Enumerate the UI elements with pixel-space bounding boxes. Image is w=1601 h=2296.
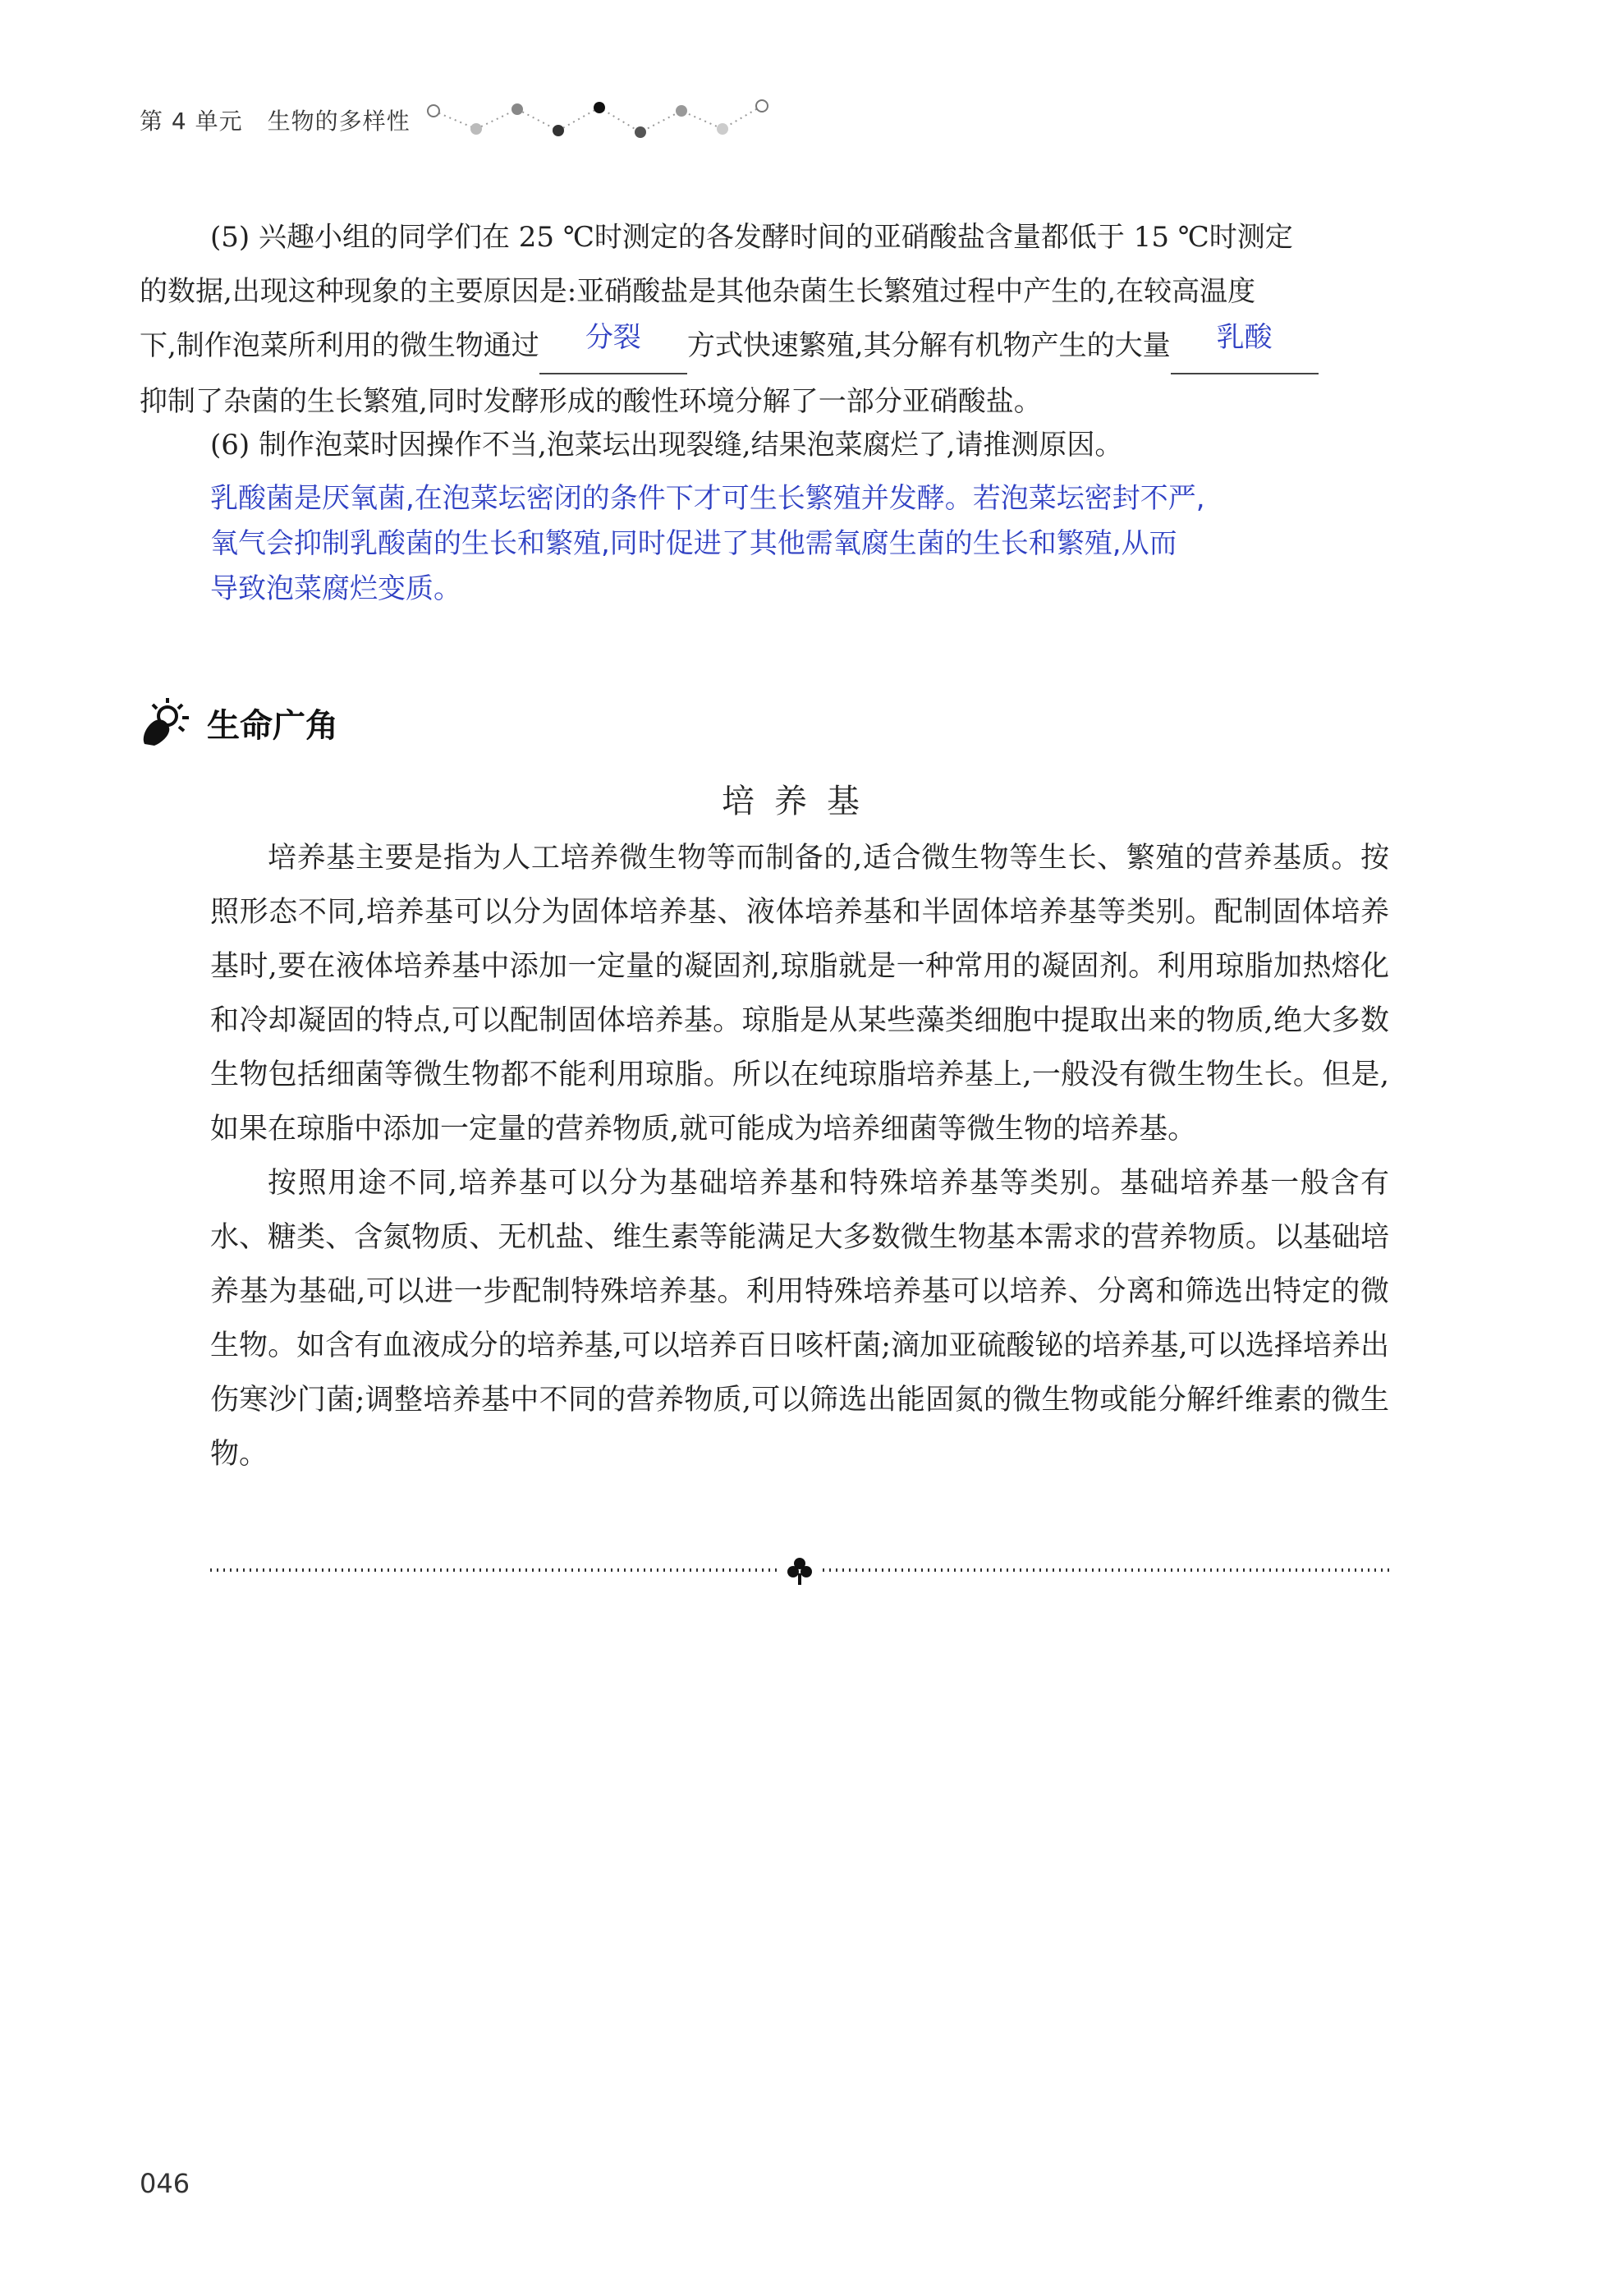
question-6-prompt: (6) 制作泡菜时因操作不当,泡菜坛出现裂缝,结果泡菜腐烂了,请推测原因。	[210, 429, 1123, 461]
article-title: 培养基	[722, 783, 879, 820]
article-paragraph: 按照用途不同,培养基可以分为基础培养基和特殊培养基等类别。基础培养基一般含有水、糖类、含氮物质、无机盐、维生素等能满足大多数微生物基本需求的营养物质。以基础培养基为基础,可以进一步配制特殊培养基。利用特殊培养基可以培养、分离和筛选出特定的微生物。如含有血液成分的培养基,可以培养百日咳杆菌;滴加亚硫酸铋的培养基,可以选择培养出伤寒沙门菌;调整培养基中不同的营养物质,可以筛选出能固氮的微生物或能分解纤维素的微生物。	[210, 1167, 1389, 1471]
article-body	[210, 831, 1389, 1481]
page-header	[140, 103, 411, 136]
handwritten-answer-1: 分裂	[585, 321, 641, 354]
answer-line: 氧气会抑制乳酸菌的生长和繁殖,同时促进了其他需氧腐生菌的生长和繁殖,从而	[210, 527, 1177, 560]
question-5-line-1: (5) 兴趣小组的同学们在 25 ℃时测定的各发酵时间的亚硝酸盐含量都低于 15 ℃时测定	[210, 221, 1293, 254]
handwritten-answer-2: 乳酸	[1216, 321, 1273, 354]
page-number: 046	[140, 2168, 190, 2199]
header-dots-decoration	[427, 94, 772, 144]
answer-blank-1	[539, 319, 687, 374]
answer-blank-2	[1171, 319, 1319, 374]
question-5-line-4: 抑制了杂菌的生长繁殖,同时发酵形成的酸性环境分解了一部分亚硝酸盐。	[140, 385, 1042, 418]
question-5	[140, 210, 1450, 429]
dotted-divider-clover	[210, 1554, 1389, 1587]
unit-title: 生物的多样性	[267, 108, 411, 135]
answer-line: 乳酸菌是厌氧菌,在泡菜坛密闭的条件下才可生长繁殖并发酵。若泡菜坛密封不严,	[210, 482, 1205, 515]
question-5-line-3-a: 下,制作泡菜所利用的微生物通过	[140, 329, 539, 362]
question-6-handwritten-answer	[210, 476, 1442, 612]
question-5-line-2: 的数据,出现这种现象的主要原因是:亚硝酸盐是其他杂菌生长繁殖过程中产生的,在较高温度	[140, 275, 1256, 308]
question-5-line-3-b: 方式快速繁殖,其分解有机物产生的大量	[686, 329, 1171, 362]
section-title: 生命广角	[207, 707, 338, 745]
article-paragraph: 培养基主要是指为人工培养微生物等而制备的,适合微生物等生长、繁殖的营养基质。按照形态不同,培养基可以分为固体培养基、液体培养基和半固体培养基等类别。配制固体培养基时,要在液体培养基中添加一定量的凝固剂,琼脂就是一种常用的凝固剂。利用琼脂加热熔化和冷却凝固的特点,可以配制固体培养基。琼脂是从某些藻类细胞中提取出来的物质,绝大多数生物包括细菌等微生物都不能利用琼脂。所以在纯琼脂培养基上,一般没有微生物生长。但是,如果在琼脂中添加一定量的营养物质,就可能成为培养细菌等微生物的培养基。	[210, 842, 1389, 1146]
question-5-line-3	[140, 319, 1450, 374]
answer-line: 导致泡菜腐烂变质。	[210, 572, 461, 605]
lightbulb-hand-icon	[140, 696, 197, 749]
unit-label: 第 4 单元	[140, 108, 243, 135]
